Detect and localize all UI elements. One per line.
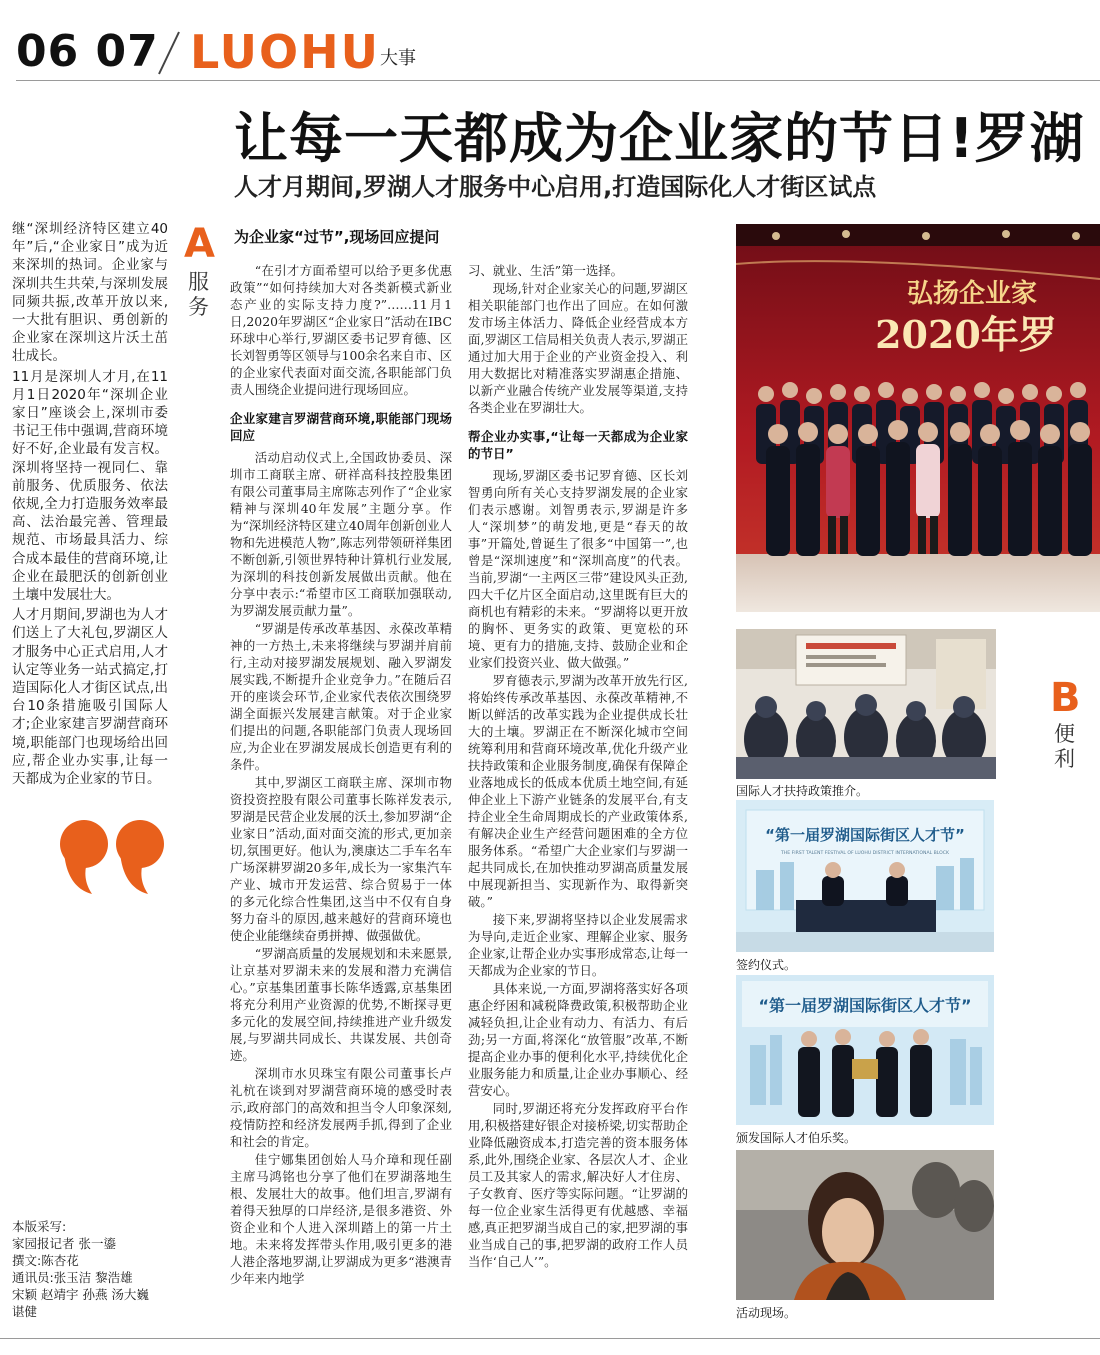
photo-caption: 颁发国际人才伯乐奖。 xyxy=(736,1131,857,1145)
body-column-1 xyxy=(230,262,452,1288)
intro-column xyxy=(12,220,168,790)
body-paragraph: 罗育德表示,罗湖为改革开放先行区,将始终传承改革基因、永葆改革精神,不断以鲜活的改革实践为企业提供成长壮大的土壤。罗湖正在不断深化城市空间统筹利用和营商环境改革,优化升级产业扶持政策和企业服务制度,确保有保障企业落地成长的低成本优质土地空间,有延伸企业上下游产业链条的发展平台,有支持企业全生命周期成长的产业政策体系,有解决企业生产经营问题困难的全方位服务体系。“希望广大企业家们与罗湖一起共同成长,在加快推动罗湖高质量发展中展现新担当、实现新作为、取得新突破。” xyxy=(468,673,688,909)
credits xyxy=(12,1218,222,1320)
credits-line: 家园报记者 张一鎏 xyxy=(12,1236,116,1251)
masthead-slash xyxy=(155,30,183,76)
subheadline: 人才月期间,罗湖人才服务中心启用,打造国际化人才街区试点 xyxy=(234,173,877,201)
section-tag: 大事 xyxy=(380,48,416,69)
body-paragraph: 佳宁娜集团创始人马介璋和现任副主席马鸿铭也分享了他们在罗湖落地生根、发展壮大的故事。他们坦言,罗湖有着得天独厚的口岸经济,是很多港资、外资企业和个人进入深圳踏上的第一片土地。未来将发挥带头作用,吸引更多的港人港企落地罗湖,让罗湖成为更多“港澳青少年来内地学 xyxy=(230,1152,452,1286)
group-photo xyxy=(736,224,1100,612)
body-paragraph: 活动启动仪式上,全国政协委员、深圳市工商联主席、研祥高科技控股集团有限公司董事局主席陈志列作了“企业家精神与深圳40年发展”主题分享。作为“深圳经济特区建立40周年创新创业人物和先进模范人物”,陈志列带领研祥集团不断创新,引领世界特种计算机行业发展,为深圳的科技创新发展做出贡献。他在分享中表示:“希望市区工商联加强联动,为罗湖发展贡献力量”。 xyxy=(230,450,452,618)
body-paragraph: 现场,针对企业家关心的问题,罗湖区相关职能部门也作出了回应。在如何激发市场主体活力、降低企业经营成本方面,罗湖区工信局相关负责人表示,罗湖正通过加大用于企业的产业资金投入、利用大数据比对精准落实罗湖惠企措施、以新产业融合传统产业发展等渠道,支持各类企业在罗湖壮大。 xyxy=(468,281,688,415)
body-paragraph: 其中,罗湖区工商联主席、深圳市物资投资控股有限公司董事长陈祥发表示,罗湖是民营企业发展的沃土,参加罗湖“企业家日”活动,面对面交流的形式,更加亲切,氛围更好。他认为,澳康达二手车名车广场深耕罗湖20多年,成长为一家集汽车产业、城市开发运营、综合贸易于一体的多元化综合性集团,这当中不仅有自身努力奋斗的原因,越来越好的营商环境也使企业能继续奋勇拼搏、做强做优。 xyxy=(230,775,452,943)
body-column-2 xyxy=(468,262,688,1271)
headline: 让每一天都成为企业家的节日!罗湖 xyxy=(234,107,1085,170)
body-paragraph: “在引才方面希望可以给予更多优惠政策”“如何持续加大对各类新模式新业态产业的实际支持力度?”……11月1日,2020年罗湖区“企业家日”活动在IBC环球中心举行,罗湖区委书记罗育德、区长刘智勇等区领导与100余名来自市、区的企业家代表面对面交流,各职能部门负责人围绕企业提问进行现场回应。 xyxy=(230,263,452,397)
award-banner-text: “第一届罗湖国际街区人才节” xyxy=(758,996,972,1015)
body-paragraph: 具体来说,一方面,罗湖将落实好各项惠企纾困和减税降费政策,积极帮助企业减轻负担,让企业有动力、有活力、有后劲;另一方面,将深化“放管服”改革,不断提高企业办事的便利化水平,持续优化企业服务能力和质量,让企业办事顺心、经营安心。 xyxy=(468,981,688,1098)
body-paragraph: 习、就业、生活”第一选择。 xyxy=(468,263,624,278)
photo-caption: 国际人才扶持政策推介。 xyxy=(736,784,869,798)
banner-line-2: 2020年罗 xyxy=(875,312,1057,357)
sign-banner-en-text: THE FIRST TALENT FESTIVAL OF LUOHU DISTRICT INTERNATIONAL BLOCK xyxy=(781,851,949,856)
body-paragraph: 深圳市水贝珠宝有限公司董事长卢礼杭在谈到对罗湖营商环境的感受时表示,政府部门的高效和担当令人印象深刻,疫情防控和经济发展两手抓,得到了企业和社会的肯定。 xyxy=(230,1066,452,1149)
intro-paragraph: 11月是深圳人才月,在11月1日2020年“深圳企业家日”座谈会上,深圳市委书记王伟中强调,营商环境好不好,企业最有发言权。深圳将坚持一视同仁、靠前服务、优质服务、依法依规,全力打造服务效率最高、法治最完善、管理最规范、市场最具活力、综合成本最佳的营商环境,让企业在最肥沃的创新创业土壤中发展壮大。 xyxy=(12,368,168,604)
sign-banner-text: “第一届罗湖国际街区人才节” xyxy=(765,826,965,844)
intro-paragraph: 继“深圳经济特区建立40年”后,“企业家日”成为近来深圳的热词。企业家与深圳共生共荣,与深圳发展同频共振,改革开放以来,一大批有胆识、勇创新的企业家在深圳这片沃土茁壮成长。 xyxy=(12,221,168,365)
credits-line: 宋颖 赵靖宇 孙燕 汤大巍 xyxy=(12,1287,149,1302)
body-paragraph: 同时,罗湖还将充分发挥政府平台作用,积极搭建好银企对接桥梁,切实帮助企业降低融资成本,打造完善的资本服务体系,此外,围绕企业家、各层次人才、企业员工及其家人的需求,解决好人才住房、子女教育、医疗等实际问题。“让罗湖的每一位企业家生活得更有优越感、幸福感,真正把罗湖当成自己的家,把罗湖的事业当成自己的事,把罗湖的政府工作人员当作‘自己人’”。 xyxy=(468,1101,688,1269)
section-a-word: 服务 xyxy=(188,270,209,319)
body-paragraph: “罗湖是传承改革基因、永葆改革精神的一方热土,未来将继续与罗湖并肩前行,主动对接罗湖发展规划、融入罗湖发展实践,不断提升企业竞争力。”在随后召开的座谈会环节,企业家代表依次围绕罗湖全面振兴发展建言献策。对于企业家们提出的问题,各职能部门负责人现场回应,为企业在罗湖发展成长创造更有利的条件。 xyxy=(230,621,452,772)
photo-caption: 活动现场。 xyxy=(736,1306,797,1320)
section-b-letter: B xyxy=(1050,675,1081,721)
bottom-rule xyxy=(0,1338,1100,1339)
signing-ceremony-photo xyxy=(736,800,994,952)
page-numbers: 06 07 xyxy=(16,26,159,77)
quote-mark-icon xyxy=(58,818,168,896)
body-paragraph: 接下来,罗湖将坚持以企业发展需求为导向,走近企业家、理解企业家、服务企业家,让帮企业办实事形成常态,让每一天都成为企业家的节日。 xyxy=(468,912,688,978)
body-subheading: 企业家建言罗湖营商环境,职能部门现场回应 xyxy=(230,411,452,443)
award-photo xyxy=(736,975,994,1125)
banner-line-1: 弘扬企业家 xyxy=(906,279,1038,309)
section-a-title: 为企业家“过节”,现场回应提问 xyxy=(234,228,440,246)
section-b-word: 便利 xyxy=(1054,722,1075,771)
credits-line: 撰文:陈杏花 xyxy=(12,1253,79,1268)
event-scene-photo xyxy=(736,1150,994,1300)
intro-paragraph: 人才月期间,罗湖也为人才们送上了大礼包,罗湖区人才服务中心正式启用,人才认定等业务一站式搞定,打造国际化人才街区试点,出台10条措施吸引国际人才;企业家建言罗湖营商环境,职能部门也现场给出回应,帮企业办实事,让每一天都成为企业家的节日。 xyxy=(12,607,168,788)
masthead-rule xyxy=(16,80,1100,81)
body-paragraph: “罗湖高质量的发展规划和未来愿景,让京基对罗湖未来的发展和潜力充满信心。”京基集团董事长陈华透露,京基集团将充分利用产业资源的优势,不断探寻更多元化的发展空间,持续推进产业升级发展,与罗湖共同成长、共谋发展、共创奇迹。 xyxy=(230,946,452,1063)
section-name: LUOHU xyxy=(190,25,380,79)
credits-line: 本版采写: xyxy=(12,1219,67,1234)
section-a-letter: A xyxy=(184,221,215,267)
credits-line: 通讯员:张玉洁 黎浩雄 xyxy=(12,1270,133,1285)
body-subheading: 帮企业办实事,“让每一天都成为企业家的节日” xyxy=(468,429,688,461)
photo-caption: 签约仪式。 xyxy=(736,958,797,972)
credits-line: 谌健 xyxy=(12,1304,38,1319)
body-paragraph: 现场,罗湖区委书记罗育德、区长刘智勇向所有关心支持罗湖发展的企业家们表示感谢。刘智勇表示,罗湖是许多人“深圳梦”的萌发地,更是“春天的故事”开篇处,曾诞生了很多“中国第一”,也曾是“深圳速度”和“深圳高度”的代表。当前,罗湖“一主两区三带”建设风头正劲,四大千亿片区全面启动,这里既有巨大的商机也有精彩的未来。“罗湖将以更开放的胸怀、更务实的政策、更宽松的环境、更有力的措施,支持、鼓励企业和企业家们投资兴业、做大做强。” xyxy=(468,468,688,670)
group-photo-image xyxy=(736,224,1100,612)
policy-presentation-photo xyxy=(736,629,996,779)
